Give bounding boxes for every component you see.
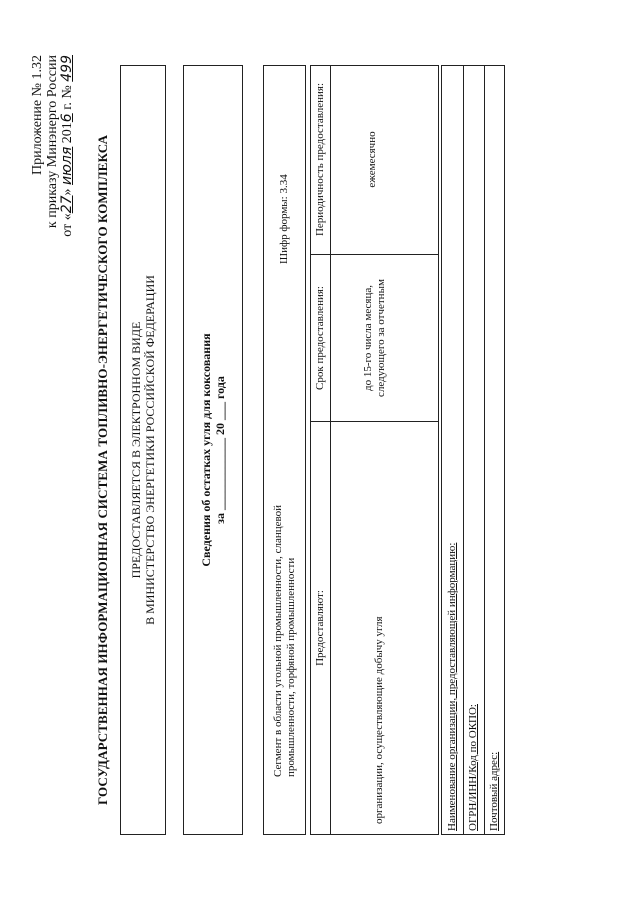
electronic-submission-line2: В МИНИСТЕРСТВО ЭНЕРГЕТИКИ РОССИЙСКОЙ ФЕДЕРАЦИИ — [143, 275, 157, 625]
organization-info-box — [441, 65, 505, 835]
report-title-box — [183, 65, 243, 835]
table-header-divider — [330, 66, 331, 834]
header-deadline: Срок предоставления: — [314, 286, 326, 390]
form-code: Шифр формы: 3.34 — [278, 174, 290, 264]
segment-box — [263, 65, 306, 835]
postal-address-label: Почтовый адрес: — [488, 751, 500, 831]
order-day: 27 — [59, 195, 75, 214]
order-date-number: от «27» июля 2016 г. № 499 — [59, 55, 75, 237]
ogrn-label: ОГРН/ИНН/Код по ОКПО: — [467, 704, 479, 831]
report-period: за ____________ 20 ___ года — [213, 376, 227, 524]
header-frequency: Периодичность предоставления: — [314, 82, 326, 237]
appendix-number: Приложение № 1.32 — [30, 55, 45, 175]
order-reference: к приказу Минэнерго России — [45, 55, 60, 229]
order-month: июля — [59, 146, 75, 185]
org-name-label: Наименование организации, предоставляющей информацию: — [446, 542, 458, 831]
cell-providers: организации, осуществляющие добычу угля — [373, 616, 385, 824]
cell-frequency: ежемесячно — [366, 131, 378, 188]
order-number: 499 — [59, 55, 75, 82]
segment-line1: Сегмент в области угольной промышленности, сланцевой — [272, 504, 284, 777]
order-year-digit: 6 — [59, 113, 75, 123]
info-divider-1 — [463, 66, 464, 834]
order-appendix-header — [30, 55, 75, 237]
segment-text — [272, 505, 298, 777]
segment-line2: промышленности, торфяной промышленности — [285, 557, 297, 777]
report-title: Сведения об остатках угля для коксования — [199, 333, 213, 567]
cell-deadline-line2: следующего за отчетным — [375, 279, 387, 397]
electronic-submission-line1: ПРЕДОСТАВЛЯЕТСЯ В ЭЛЕКТРОННОМ ВИДЕ — [129, 321, 143, 579]
submission-table — [310, 65, 439, 835]
electronic-submission-box — [120, 65, 166, 835]
header-providers: Предоставляют: — [314, 590, 326, 666]
document-title: ГОСУДАРСТВЕННАЯ ИНФОРМАЦИОННАЯ СИСТЕМА ТОПЛИВНО-ЭНЕРГЕТИЧЕСКОГО КОМПЛЕКСА — [95, 134, 110, 805]
info-divider-2 — [484, 66, 485, 834]
cell-deadline — [362, 255, 388, 421]
cell-deadline-line1: до 15-го числа месяца, — [362, 285, 374, 391]
table-column-divider-1 — [311, 421, 438, 422]
